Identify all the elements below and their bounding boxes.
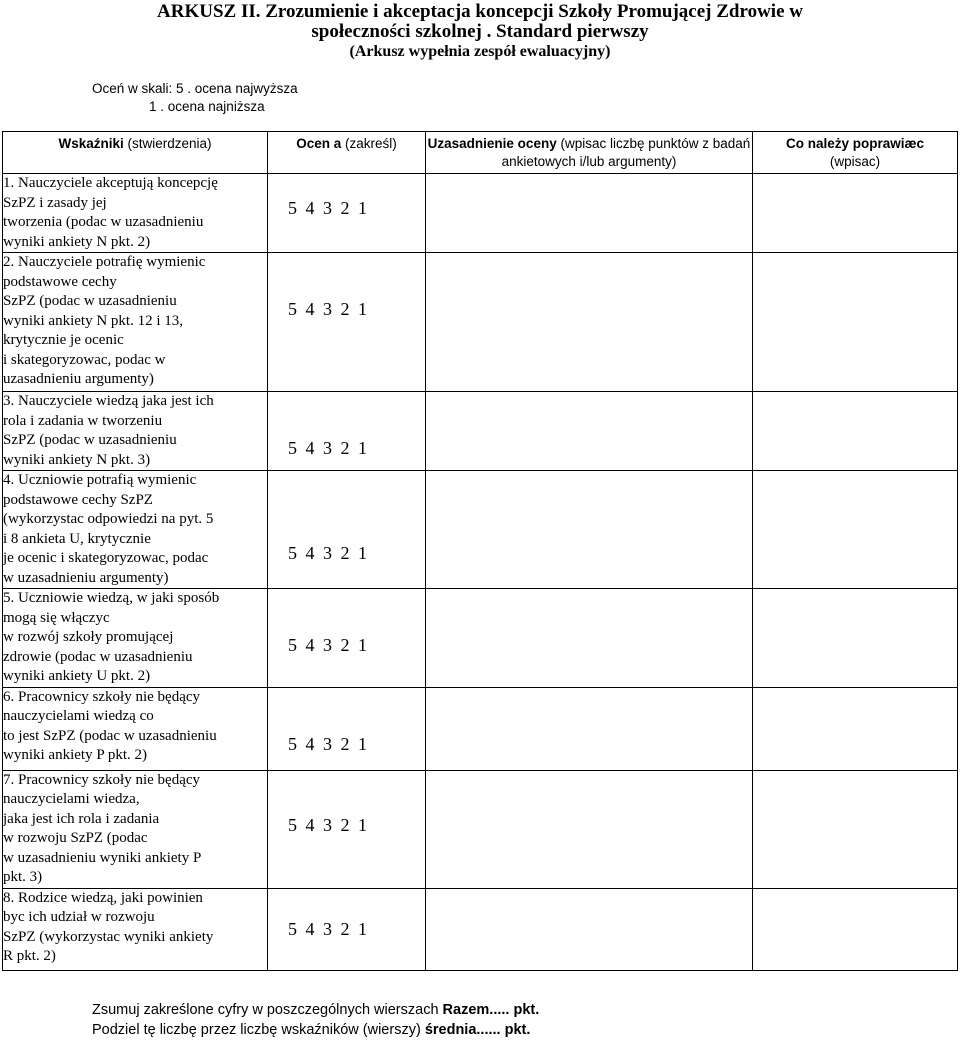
improvement-cell[interactable] bbox=[753, 392, 958, 471]
improvement-cell[interactable] bbox=[753, 687, 958, 770]
rating-cell[interactable] bbox=[268, 174, 426, 253]
rating-cell[interactable] bbox=[268, 253, 426, 392]
justification-cell[interactable] bbox=[426, 471, 753, 589]
improvement-cell[interactable] bbox=[753, 770, 958, 888]
rating-scale-options[interactable]: 5 4 3 2 1 bbox=[288, 299, 367, 319]
table-row bbox=[3, 253, 958, 392]
rating-scale-options[interactable]: 5 4 3 2 1 bbox=[288, 543, 367, 563]
rating-cell[interactable] bbox=[268, 888, 426, 970]
indicator-cell bbox=[3, 770, 268, 888]
title-line-3: (Arkusz wypełnia zespół ewaluacyjny) bbox=[349, 43, 611, 60]
table-row bbox=[3, 888, 958, 970]
improvement-cell[interactable] bbox=[753, 589, 958, 688]
table-row bbox=[3, 174, 958, 253]
table-row bbox=[3, 471, 958, 589]
rating-scale-legend bbox=[92, 80, 298, 116]
indicator-text: 3. Nauczyciele wiedzą jaka jest ich rola i zadania w tworzeniu SzPZ (podac w uzasadnieniu wyniki ankiety N pkt. 3) bbox=[3, 393, 214, 468]
rating-scale-options[interactable]: 5 4 3 2 1 bbox=[288, 918, 367, 939]
title-line-2: społeczności szkolnej . Standard pierwszy bbox=[311, 21, 649, 42]
indicator-text: 5. Uczniowie wiedzą, w jaki sposób mogą się włączyc w rozwój szkoły promującej zdrowie (podac w uzasadnieniu wyniki ankiety U pkt. 2) bbox=[3, 590, 220, 684]
table-row bbox=[3, 589, 958, 688]
indicator-text: 1. Nauczyciele akceptują koncepcję SzPZ i zasady jej tworzenia (podac w uzasadnieniu wyniki ankiety N pkt. 2) bbox=[3, 175, 218, 250]
justification-cell[interactable] bbox=[426, 888, 753, 970]
table-row bbox=[3, 392, 958, 471]
rating-cell[interactable] bbox=[268, 770, 426, 888]
rating-cell[interactable] bbox=[268, 392, 426, 471]
indicator-cell bbox=[3, 253, 268, 392]
table-header-row bbox=[3, 132, 958, 174]
rating-cell[interactable] bbox=[268, 471, 426, 589]
rating-cell[interactable] bbox=[268, 589, 426, 688]
justification-cell[interactable] bbox=[426, 392, 753, 471]
indicator-text: 8. Rodzice wiedzą, jaki powinien byc ich udział w rozwoju SzPZ (wykorzystac wyniki ankiety R pkt. 2) bbox=[3, 889, 214, 964]
rating-scale-options[interactable]: 5 4 3 2 1 bbox=[288, 814, 367, 835]
indicator-text: 7. Pracownicy szkoły nie będący nauczycielami wiedza, jaka jest ich rola i zadania w rozwoju SzPZ (podac w uzasadnieniu wyniki ankiety P pkt. 3) bbox=[3, 771, 202, 885]
justification-cell[interactable] bbox=[426, 770, 753, 888]
indicator-cell bbox=[3, 471, 268, 589]
summary-line-sum: Zsumuj zakreślone cyfry w poszczególnych wierszach Razem..... pkt. bbox=[92, 1002, 540, 1018]
justification-cell[interactable] bbox=[426, 687, 753, 770]
evaluation-table bbox=[2, 131, 958, 971]
header-rating: Ocen a (zakreśl) bbox=[268, 132, 426, 174]
indicator-cell bbox=[3, 392, 268, 471]
improvement-cell[interactable] bbox=[753, 888, 958, 970]
title-line-1: ARKUSZ II. Zrozumienie i akceptacja koncepcji Szkoły Promującej Zdrowie w bbox=[157, 1, 803, 22]
indicator-cell bbox=[3, 888, 268, 970]
indicator-cell bbox=[3, 174, 268, 253]
scale-line-2: 1 . ocena najniższa bbox=[149, 99, 265, 114]
rating-cell[interactable] bbox=[268, 687, 426, 770]
summary-instructions bbox=[92, 1000, 539, 1040]
header-improvements: Co należy poprawiæc (wpisac) bbox=[753, 132, 958, 174]
justification-cell[interactable] bbox=[426, 174, 753, 253]
indicator-cell bbox=[3, 687, 268, 770]
rating-scale-options[interactable]: 5 4 3 2 1 bbox=[288, 438, 367, 458]
improvement-cell[interactable] bbox=[753, 174, 958, 253]
summary-line-average: Podziel tę liczbę przez liczbę wskaźników (wierszy) średnia...... pkt. bbox=[92, 1022, 531, 1038]
justification-cell[interactable] bbox=[426, 589, 753, 688]
rating-scale-options[interactable]: 5 4 3 2 1 bbox=[288, 733, 367, 754]
header-justification: Uzasadnienie oceny (wpisac liczbę punktów z badań ankietowych i/lub argumenty) bbox=[426, 132, 753, 174]
rating-scale-options[interactable]: 5 4 3 2 1 bbox=[288, 635, 367, 655]
indicator-text: 4. Uczniowie potrafią wymienic podstawowe cechy SzPZ (wykorzystac odpowiedzi na pyt. 5 i 8 ankieta U, krytycznie je ocenic i skategoryzowac, podac w uzasadnieniu argumenty) bbox=[3, 472, 214, 586]
indicator-text: 6. Pracownicy szkoły nie będący nauczycielami wiedzą co to jest SzPZ (podac w uzasadnieniu wyniki ankiety P pkt. 2) bbox=[3, 688, 217, 763]
indicator-cell bbox=[3, 589, 268, 688]
indicator-text: 2. Nauczyciele potrafię wymienic podstawowe cechy SzPZ (podac w uzasadnieniu wyniki ankiety N pkt. 12 i 13, krytycznie je ocenic i skategoryzowac, podac w uzasadnieniu argumenty) bbox=[3, 254, 206, 387]
improvement-cell[interactable] bbox=[753, 471, 958, 589]
table-row bbox=[3, 687, 958, 770]
scale-line-1: Oceń w skali: 5 . ocena najwyższa bbox=[92, 81, 298, 96]
document-title bbox=[0, 2, 960, 62]
justification-cell[interactable] bbox=[426, 253, 753, 392]
table-row bbox=[3, 770, 958, 888]
header-indicators: Wskaźniki (stwierdzenia) bbox=[3, 132, 268, 174]
rating-scale-options[interactable]: 5 4 3 2 1 bbox=[288, 198, 367, 218]
improvement-cell[interactable] bbox=[753, 253, 958, 392]
